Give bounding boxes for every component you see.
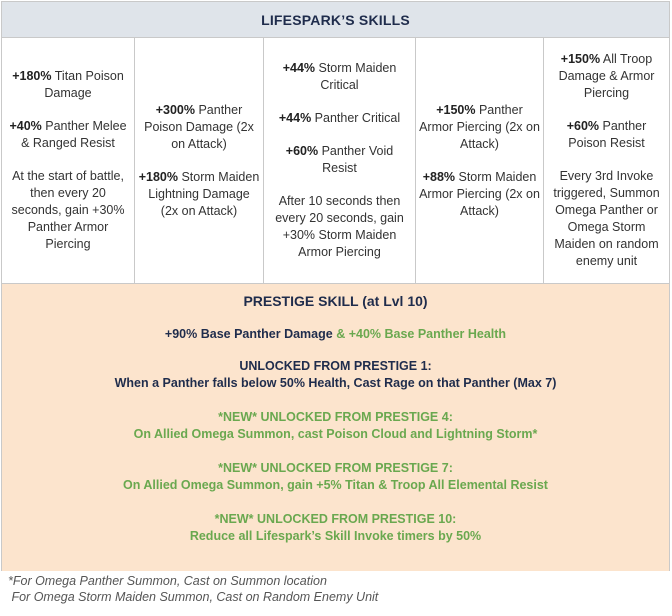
skill-text: Panther Armor Piercing (2x on Attack) xyxy=(419,102,540,151)
skill-text: Storm Maiden Armor Piercing (2x on Attack) xyxy=(419,169,540,218)
skills-grid xyxy=(2,38,669,284)
prestige-4 xyxy=(2,409,669,443)
skill-entry xyxy=(138,169,260,220)
prestige-7 xyxy=(2,460,669,494)
skill-entry xyxy=(5,68,131,102)
skill-text: Storm Maiden Lightning Damage (2x on Attack) xyxy=(148,169,260,218)
skills-title: LIFESPARK’S SKILLS xyxy=(261,11,410,28)
skills-header xyxy=(2,2,669,38)
skill-column-3 xyxy=(264,38,416,283)
skill-text: Every 3rd Invoke triggered, Summon Omega Panther or Omega Storm Maiden on random enemy unit xyxy=(553,169,660,268)
skill-value: +150% xyxy=(560,52,601,66)
skill-value: +60% xyxy=(566,119,600,133)
prestige-title: PRESTIGE SKILL (at Lvl 10) xyxy=(243,293,428,309)
prestige-10-title: *NEW* UNLOCKED FROM PRESTIGE 10: xyxy=(214,512,457,526)
prestige-10-text: Reduce all Lifespark’s Skill Invoke timers by 50% xyxy=(189,529,482,543)
prestige-10 xyxy=(2,511,669,545)
skill-value: +150% xyxy=(436,102,476,117)
skill-value: +180% xyxy=(12,69,52,83)
skill-entry xyxy=(267,143,412,177)
skill-value: +60% xyxy=(285,144,319,158)
prestige-4-title: *NEW* UNLOCKED FROM PRESTIGE 4: xyxy=(218,410,453,424)
skill-text: Panther Poison Damage (2x on Attack) xyxy=(144,102,254,151)
prestige-base xyxy=(2,327,669,341)
prestige-section xyxy=(2,284,669,571)
skill-value: +40% xyxy=(9,119,42,133)
skill-value: +300% xyxy=(155,102,195,117)
skill-text: Panther Poison Resist xyxy=(568,119,647,150)
skill-entry xyxy=(5,118,131,152)
skill-value: +44% xyxy=(282,61,316,75)
skill-text: Storm Maiden Critical xyxy=(315,61,397,92)
skill-text: Titan Poison Damage xyxy=(44,69,124,100)
skill-entry xyxy=(267,60,412,94)
skill-text: Panther Melee & Ranged Resist xyxy=(21,119,127,150)
skill-column-4 xyxy=(416,38,544,283)
skill-entry xyxy=(547,168,666,270)
skills-card xyxy=(1,1,670,571)
skill-value: +88% xyxy=(422,169,456,184)
prestige-1-title: UNLOCKED FROM PRESTIGE 1: xyxy=(239,359,432,373)
prestige-4-text: On Allied Omega Summon, cast Poison Cloud and Lightning Storm* xyxy=(133,427,538,441)
skill-column-1 xyxy=(2,38,135,283)
skill-text: After 10 seconds then every 20 seconds, gain +30% Storm Maiden Armor Piercing xyxy=(275,194,404,259)
footnote-line-1: *For Omega Panther Summon, Cast on Summon location xyxy=(8,574,327,588)
prestige-base-health: +40% Base Panther Health xyxy=(348,327,507,341)
skill-entry xyxy=(419,169,540,220)
skill-value: +44% xyxy=(278,111,312,125)
skill-entry xyxy=(547,118,666,152)
skill-entry xyxy=(547,51,666,102)
skill-text: Panther Void Resist xyxy=(318,144,394,175)
prestige-1 xyxy=(2,358,669,392)
prestige-1-text: When a Panther falls below 50% Health, Cast Rage on that Panther (Max 7) xyxy=(114,376,557,390)
skill-value: +180% xyxy=(138,169,178,184)
footnote xyxy=(8,573,378,605)
footnote-line-2: For Omega Storm Maiden Summon, Cast on Random Enemy Unit xyxy=(8,590,379,604)
prestige-base-damage: +90% Base Panther Damage xyxy=(164,327,333,341)
skill-text: Panther Critical xyxy=(311,111,401,125)
skill-entry xyxy=(279,110,400,127)
prestige-7-text: On Allied Omega Summon, gain +5% Titan & Troop All Elemental Resist xyxy=(123,478,548,492)
prestige-7-title: *NEW* UNLOCKED FROM PRESTIGE 7: xyxy=(218,461,453,475)
skill-entry xyxy=(267,193,412,261)
skill-text: At the start of battle, then every 20 seconds, gain +30% Panther Armor Piercing xyxy=(11,169,125,251)
skill-column-5 xyxy=(544,38,669,283)
prestige-base-amp: & xyxy=(332,327,349,341)
skill-column-2 xyxy=(135,38,264,283)
skill-entry xyxy=(5,168,131,253)
skill-text: All Troop Damage & Armor Piercing xyxy=(558,52,655,100)
skill-entry xyxy=(419,102,540,153)
skill-entry xyxy=(138,102,260,153)
